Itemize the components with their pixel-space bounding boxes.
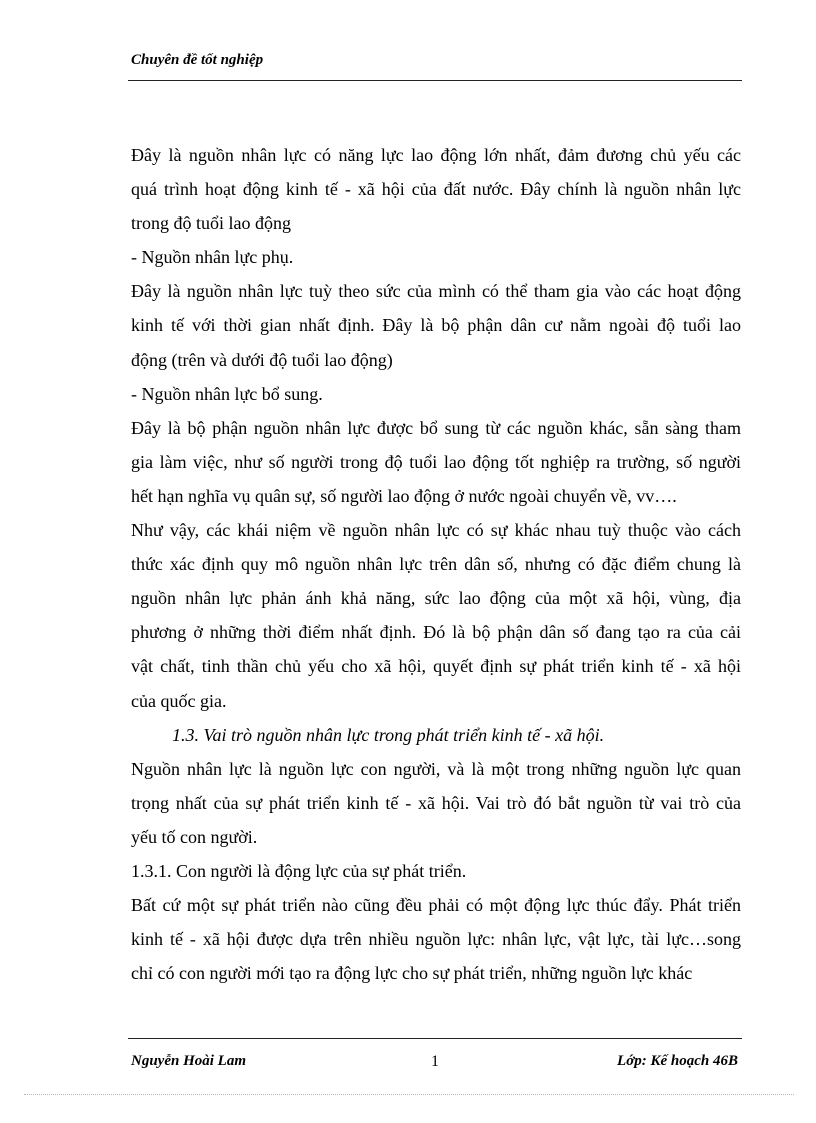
body-line: Bất cứ một sự phát triển nào cũng đều phải có một động lực thúc đẩy. Phát triển — [131, 895, 741, 916]
subsection-heading: 1.3.1. Con người là động lực của sự phát triển. — [131, 860, 467, 881]
body-line: thức xác định quy mô nguồn nhân lực trên dân số, nhưng có đặc điểm chung là — [131, 554, 741, 575]
body-line: gia làm việc, như số người trong độ tuổi lao động tốt nghiệp ra trường, số người — [131, 451, 741, 472]
body-line: - Nguồn nhân lực bổ sung. — [131, 383, 323, 404]
body-line: nguồn nhân lực phản ánh khả năng, sức lao động của một xã hội, vùng, địa — [131, 588, 741, 609]
page-header-title: Chuyên đề tốt nghiệp — [131, 52, 264, 68]
page-bottom-edge — [24, 1094, 794, 1095]
body-line: chỉ có con người mới tạo ra động lực cho sự phát triển, những nguồn lực khác — [131, 963, 693, 984]
header-divider — [128, 80, 742, 81]
body-line: Đây là nguồn nhân lực tuỳ theo sức của mình có thể tham gia vào các hoạt động — [131, 281, 741, 302]
section-heading: 1.3. Vai trò nguồn nhân lực trong phát triển kinh tế - xã hội. — [172, 724, 605, 745]
body-line: Như vậy, các khái niệm về nguồn nhân lực có sự khác nhau tuỳ thuộc vào cách — [131, 520, 741, 541]
body-line: phương ở những thời điểm nhất định. Đó là bộ phận dân số đang tạo ra của cải — [131, 622, 741, 643]
footer-class-label: Lớp: Kế hoạch 46B — [617, 1053, 738, 1069]
body-line: Đây là nguồn nhân lực có năng lực lao động lớn nhất, đảm đương chủ yếu các — [131, 145, 741, 165]
body-line: - Nguồn nhân lực phụ. — [131, 247, 294, 268]
body-line: của quốc gia. — [131, 690, 227, 711]
body-line: yếu tố con người. — [131, 826, 258, 847]
document-body — [131, 138, 741, 990]
body-line: kinh tế - xã hội được dựa trên nhiều nguồn lực: nhân lực, vật lực, tài lực…song — [131, 929, 741, 950]
body-line: Đây là bộ phận nguồn nhân lực được bổ sung từ các nguồn khác, sẵn sàng tham — [131, 417, 741, 438]
footer-divider — [128, 1038, 742, 1039]
page-number: 1 — [431, 1053, 439, 1070]
body-line: trọng nhất của sự phát triển kinh tế - xã hội. Vai trò đó bắt nguồn từ vai trò của — [131, 792, 741, 813]
body-line: vật chất, tinh thần chủ yếu cho xã hội, quyết định sự phát triển kinh tế - xã hội — [131, 656, 741, 677]
body-line: hết hạn nghĩa vụ quân sự, số người lao động ở nước ngoài chuyển về, vv…. — [131, 485, 677, 506]
body-line: quá trình hoạt động kinh tế - xã hội của đất nước. Đây chính là nguồn nhân lực — [131, 179, 741, 200]
body-line: Nguồn nhân lực là nguồn lực con người, và là một trong những nguồn lực quan — [131, 758, 741, 779]
body-line: trong độ tuổi lao động — [131, 213, 291, 234]
body-line: kinh tế với thời gian nhất định. Đây là bộ phận dân cư nằm ngoài độ tuổi lao — [131, 315, 741, 336]
body-line: động (trên và dưới độ tuổi lao động) — [131, 349, 393, 370]
footer-author: Nguyễn Hoài Lam — [131, 1053, 246, 1069]
